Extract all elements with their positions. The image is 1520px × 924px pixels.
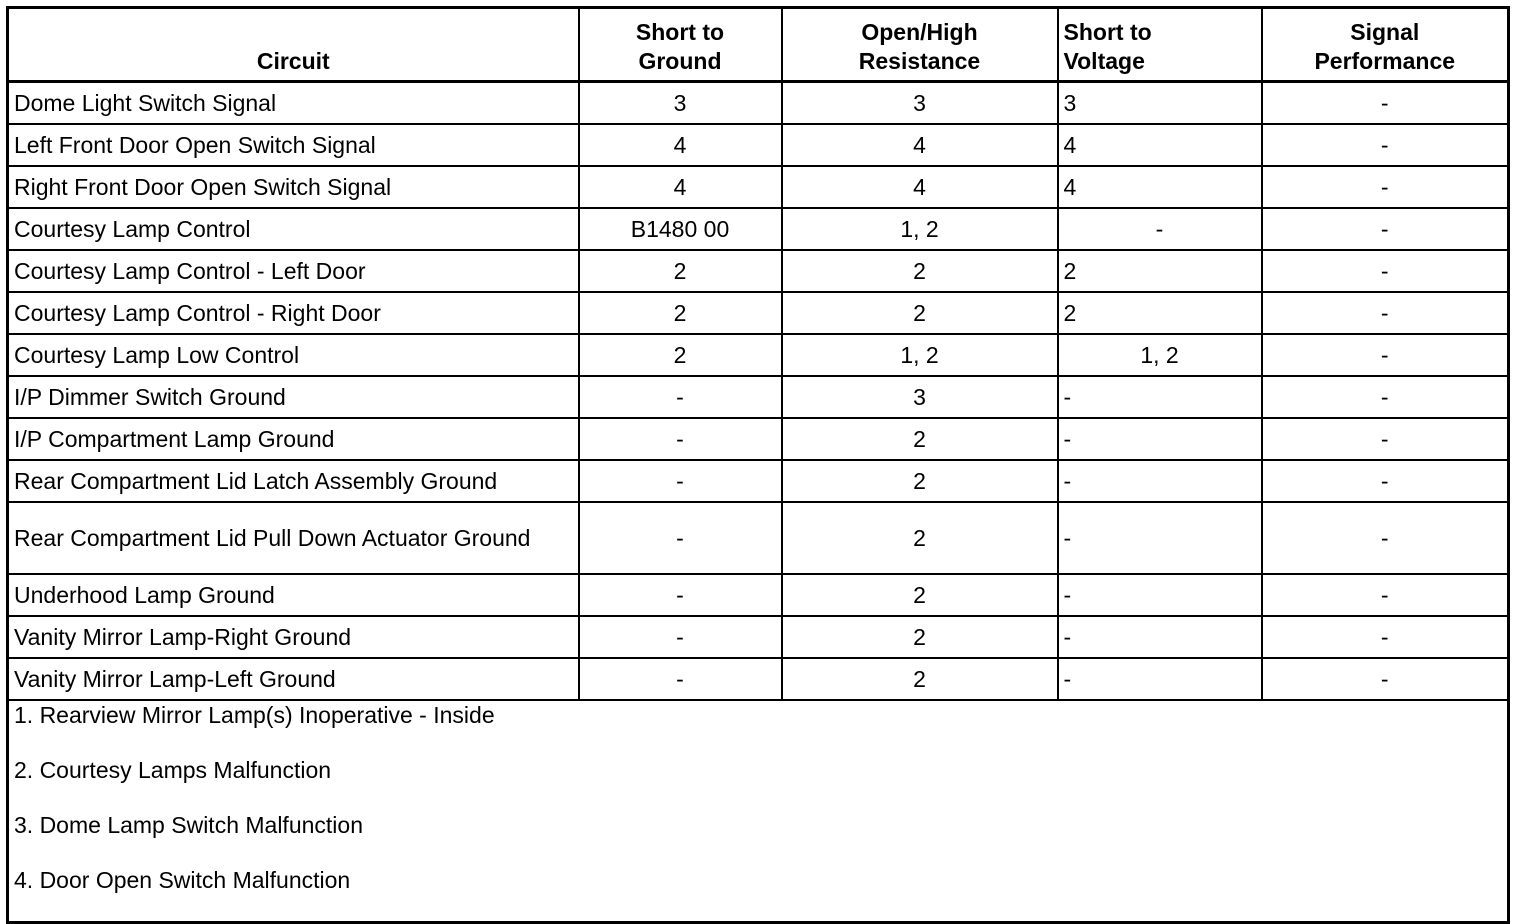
circuit-cell: Courtesy Lamp Control - Left Door bbox=[8, 250, 579, 292]
table-row bbox=[8, 658, 1509, 700]
table-row bbox=[8, 460, 1509, 502]
table-row bbox=[8, 82, 1509, 125]
open-high-resistance-cell: 2 bbox=[782, 250, 1058, 292]
short-to-ground-cell: - bbox=[579, 616, 782, 658]
circuit-cell: Vanity Mirror Lamp-Left Ground bbox=[8, 658, 579, 700]
table-row bbox=[8, 376, 1509, 418]
open-high-resistance-cell: 3 bbox=[782, 82, 1058, 125]
signal-performance-cell: - bbox=[1262, 292, 1509, 334]
short-to-voltage-cell: - bbox=[1058, 460, 1262, 502]
signal-performance-cell: - bbox=[1262, 616, 1509, 658]
circuit-cell: I/P Dimmer Switch Ground bbox=[8, 376, 579, 418]
circuit-cell: Dome Light Switch Signal bbox=[8, 82, 579, 125]
header-row bbox=[8, 8, 1509, 82]
signal-performance-cell: - bbox=[1262, 418, 1509, 460]
short-to-ground-cell: 2 bbox=[579, 334, 782, 376]
open-high-resistance-cell: 2 bbox=[782, 574, 1058, 616]
circuit-cell: Vanity Mirror Lamp-Right Ground bbox=[8, 616, 579, 658]
circuit-cell: Courtesy Lamp Control bbox=[8, 208, 579, 250]
header-line: Ground bbox=[638, 48, 722, 74]
signal-performance-cell: - bbox=[1262, 208, 1509, 250]
note-item: 1. Rearview Mirror Lamp(s) Inoperative - Inside bbox=[14, 702, 495, 728]
table-row bbox=[8, 166, 1509, 208]
open-high-resistance-cell: 1, 2 bbox=[782, 334, 1058, 376]
short-to-voltage-cell: 1, 2 bbox=[1058, 334, 1262, 376]
header-line: Voltage bbox=[1063, 48, 1145, 74]
short-to-voltage-cell: 2 bbox=[1058, 292, 1262, 334]
header-short-to-voltage bbox=[1058, 8, 1262, 82]
short-to-ground-cell: 2 bbox=[579, 292, 782, 334]
open-high-resistance-cell: 2 bbox=[782, 502, 1058, 574]
short-to-voltage-cell: - bbox=[1058, 658, 1262, 700]
table-row bbox=[8, 418, 1509, 460]
open-high-resistance-cell: 2 bbox=[782, 418, 1058, 460]
header-open-high-resistance bbox=[782, 8, 1058, 82]
note-item: 4. Door Open Switch Malfunction bbox=[14, 867, 351, 893]
signal-performance-cell: - bbox=[1262, 502, 1509, 574]
circuit-cell: Courtesy Lamp Low Control bbox=[8, 334, 579, 376]
open-high-resistance-cell: 2 bbox=[782, 658, 1058, 700]
short-to-voltage-cell: - bbox=[1058, 376, 1262, 418]
short-to-ground-cell: 2 bbox=[579, 250, 782, 292]
header-short-to-ground bbox=[579, 8, 782, 82]
signal-performance-cell: - bbox=[1262, 376, 1509, 418]
circuit-cell: Underhood Lamp Ground bbox=[8, 574, 579, 616]
short-to-voltage-cell: 4 bbox=[1058, 166, 1262, 208]
header-circuit-text: Circuit bbox=[256, 48, 330, 74]
signal-performance-cell: - bbox=[1262, 82, 1509, 125]
header-line: Short to bbox=[1063, 19, 1152, 45]
open-high-resistance-cell: 4 bbox=[782, 124, 1058, 166]
open-high-resistance-cell: 4 bbox=[782, 166, 1058, 208]
header-line: Signal bbox=[1350, 19, 1420, 45]
table-row bbox=[8, 616, 1509, 658]
signal-performance-cell: - bbox=[1262, 334, 1509, 376]
short-to-ground-cell: 4 bbox=[579, 166, 782, 208]
header-line: Performance bbox=[1314, 48, 1456, 74]
short-to-voltage-cell: - bbox=[1058, 616, 1262, 658]
short-to-voltage-cell: 4 bbox=[1058, 124, 1262, 166]
open-high-resistance-cell: 1, 2 bbox=[782, 208, 1058, 250]
table-row bbox=[8, 502, 1509, 574]
signal-performance-cell: - bbox=[1262, 250, 1509, 292]
notes-row bbox=[8, 700, 1509, 923]
circuit-cell: Rear Compartment Lid Pull Down Actuator Ground bbox=[8, 502, 579, 574]
note-item: 3. Dome Lamp Switch Malfunction bbox=[14, 812, 363, 838]
short-to-voltage-cell: - bbox=[1058, 574, 1262, 616]
short-to-ground-cell: - bbox=[579, 502, 782, 574]
header-signal-performance bbox=[1262, 8, 1509, 82]
circuit-cell: Right Front Door Open Switch Signal bbox=[8, 166, 579, 208]
short-to-voltage-cell: - bbox=[1058, 418, 1262, 460]
short-to-ground-cell: - bbox=[579, 460, 782, 502]
short-to-voltage-cell: 2 bbox=[1058, 250, 1262, 292]
signal-performance-cell: - bbox=[1262, 124, 1509, 166]
table-row bbox=[8, 334, 1509, 376]
note-item: 2. Courtesy Lamps Malfunction bbox=[14, 757, 332, 783]
short-to-ground-cell: 3 bbox=[579, 82, 782, 125]
circuit-cell: I/P Compartment Lamp Ground bbox=[8, 418, 579, 460]
short-to-ground-cell: B1480 00 bbox=[579, 208, 782, 250]
signal-performance-cell: - bbox=[1262, 658, 1509, 700]
circuit-cell: Courtesy Lamp Control - Right Door bbox=[8, 292, 579, 334]
signal-performance-cell: - bbox=[1262, 460, 1509, 502]
short-to-voltage-cell: - bbox=[1058, 208, 1262, 250]
signal-performance-cell: - bbox=[1262, 166, 1509, 208]
short-to-ground-cell: - bbox=[579, 658, 782, 700]
header-line: Resistance bbox=[858, 48, 981, 74]
open-high-resistance-cell: 2 bbox=[782, 460, 1058, 502]
table-row bbox=[8, 208, 1509, 250]
short-to-ground-cell: - bbox=[579, 418, 782, 460]
open-high-resistance-cell: 2 bbox=[782, 616, 1058, 658]
open-high-resistance-cell: 3 bbox=[782, 376, 1058, 418]
short-to-ground-cell: - bbox=[579, 574, 782, 616]
short-to-voltage-cell: 3 bbox=[1058, 82, 1262, 125]
table-row bbox=[8, 250, 1509, 292]
short-to-ground-cell: 4 bbox=[579, 124, 782, 166]
table-row bbox=[8, 124, 1509, 166]
short-to-voltage-cell: - bbox=[1058, 502, 1262, 574]
open-high-resistance-cell: 2 bbox=[782, 292, 1058, 334]
header-line: Short to bbox=[635, 19, 725, 45]
circuit-diagnostic-table bbox=[6, 6, 1510, 924]
notes-cell bbox=[8, 700, 1509, 923]
short-to-ground-cell: - bbox=[579, 376, 782, 418]
table-row bbox=[8, 292, 1509, 334]
header-line: Open/High bbox=[861, 19, 978, 45]
circuit-cell: Rear Compartment Lid Latch Assembly Ground bbox=[8, 460, 579, 502]
signal-performance-cell: - bbox=[1262, 574, 1509, 616]
circuit-cell: Left Front Door Open Switch Signal bbox=[8, 124, 579, 166]
header-circuit bbox=[8, 8, 579, 82]
table-row bbox=[8, 574, 1509, 616]
